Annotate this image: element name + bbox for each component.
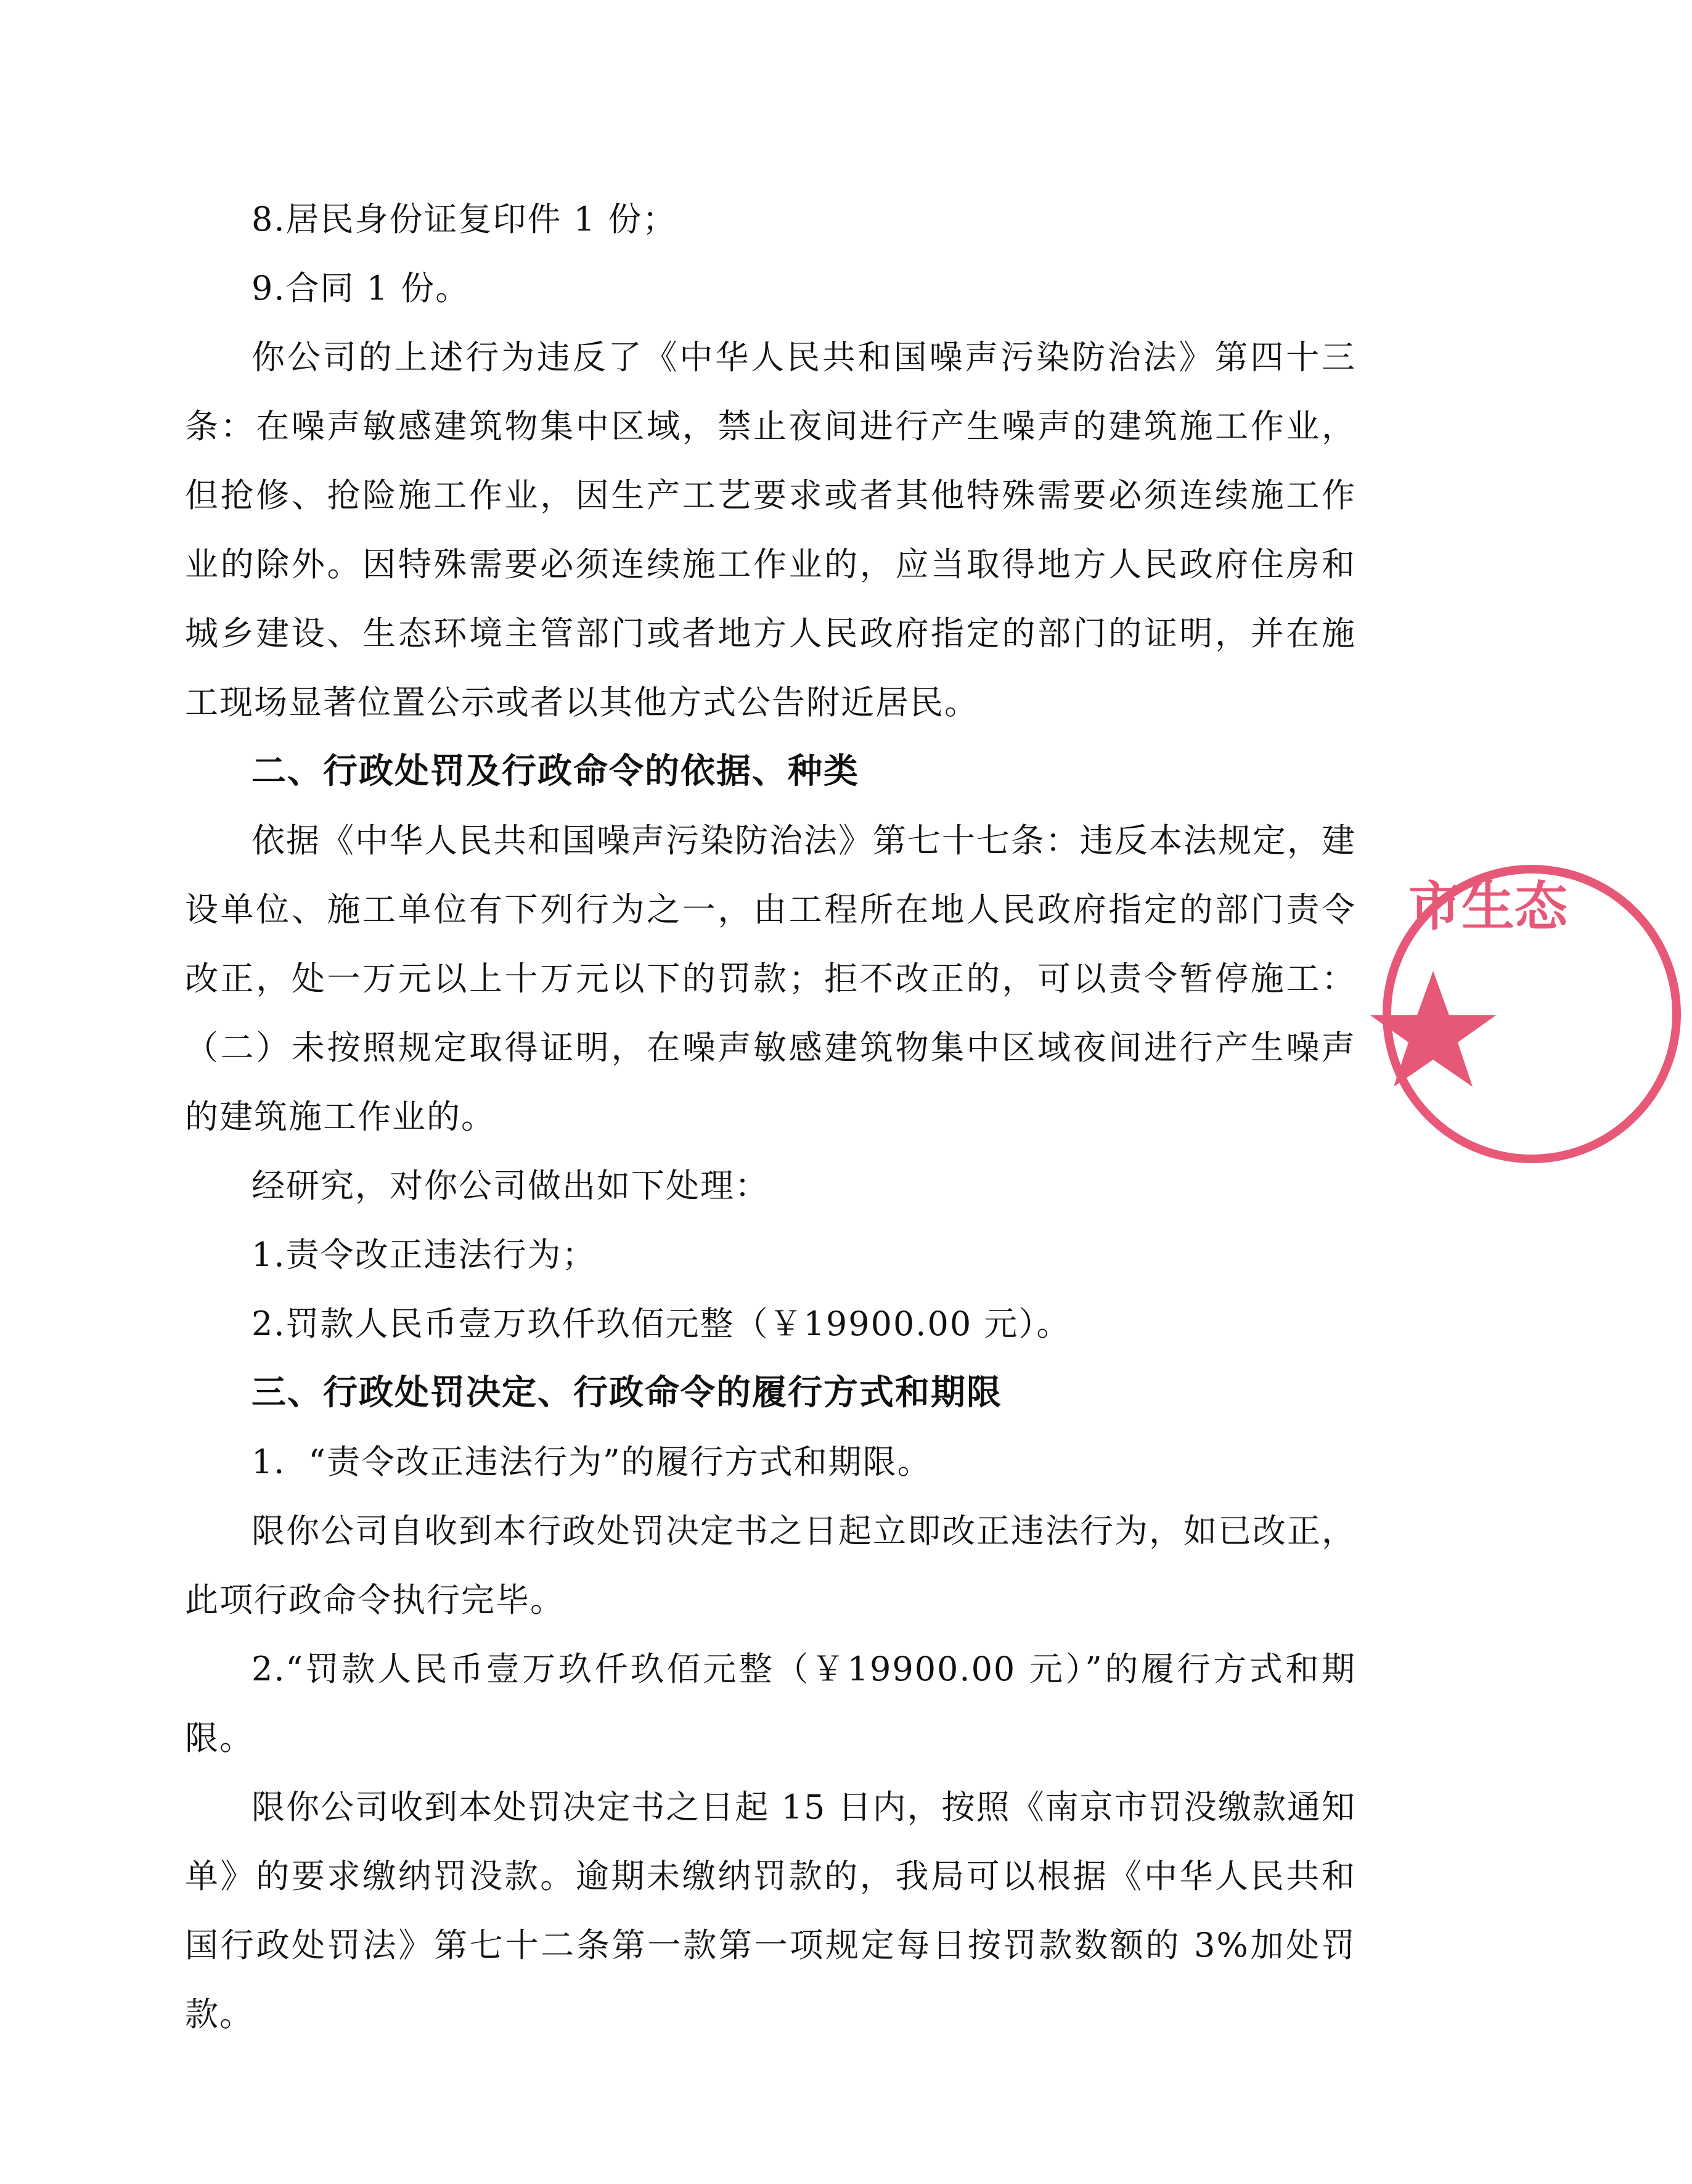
seal-ring	[1387, 869, 1677, 1159]
seal-star-icon	[1370, 971, 1496, 1087]
heading-section-2: 二、行政处罚及行政命令的依据、种类	[251, 751, 859, 791]
paragraph-decision-2: 2.罚款人民币壹万玖仟玖佰元整（￥19900.00 元）。	[251, 1304, 1071, 1343]
official-seal-stamp	[1371, 854, 1692, 1174]
paragraph-decision-intro: 经研究，对你公司做出如下处理：	[251, 1166, 769, 1205]
paragraph-violation: 你公司的上述行为违反了《中华人民共和国噪声污染防治法》第四十三条：在噪声敏感建筑物集中区域，禁止夜间进行产生噪声的建筑施工作业，但抢修、抢险施工作业，因生产工艺要求或者其他特殊需要必须连续施工作业的除外。因特殊需要必须连续施工作业的，应当取得地方人民政府住房和城乡建设、生态环境主管部门或者地方人民政府指定的部门的证明，并在施工现场显著位置公示或者以其他方式公告附近居民。	[185, 338, 1356, 722]
paragraph-item-2-body: 限你公司收到本处罚决定书之日起 15 日内，按照《南京市罚没缴款通知单》的要求缴纳罚没款。逾期未缴纳罚款的，我局可以根据《中华人民共和国行政处罚法》第七十二条第一款第一项规定每日按罚款数额的 3%加处罚款。	[185, 1788, 1356, 2034]
seal-text: 市生态	[1408, 876, 1567, 938]
paragraph-item-1-body: 限你公司自收到本行政处罚决定书之日起立即改正违法行为，如已改正，此项行政命令执行完毕。	[185, 1511, 1356, 1619]
paragraph-item-1-title: 1．“责令改正违法行为”的履行方式和期限。	[251, 1442, 932, 1481]
document-body	[185, 185, 1356, 2049]
paragraph-attachment-9: 9.合同 1 份。	[251, 269, 470, 308]
heading-section-3: 三、行政处罚决定、行政命令的履行方式和期限	[251, 1373, 1002, 1413]
paragraph-item-2-title: 2.“罚款人民币壹万玖仟玖佰元整（￥19900.00 元）”的履行方式和期限。	[185, 1650, 1356, 1757]
paragraph-decision-1: 1.责令改正违法行为；	[251, 1235, 597, 1274]
paragraph-legal-basis: 依据《中华人民共和国噪声污染防治法》第七十七条：违反本法规定，建设单位、施工单位有下列行为之一，由工程所在地人民政府指定的部门责令改正，处一万元以上十万元以下的罚款；拒不改正的，可以责令暂停施工：（二）未按照规定取得证明，在噪声敏感建筑物集中区域夜间进行产生噪声的建筑施工作业的。	[185, 821, 1356, 1136]
paragraph-attachment-8: 8.居民身份证复印件 1 份；	[251, 200, 677, 239]
